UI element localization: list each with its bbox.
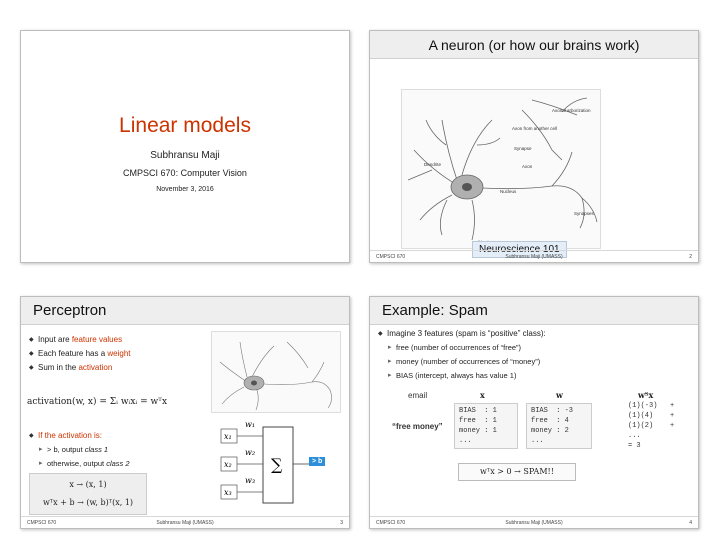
bias-trick-box (29, 473, 147, 515)
activation-equation: activation(w, x) = Σᵢ wᵢxᵢ = wᵀx (27, 397, 168, 407)
footer-course: CMPSCI 670 (376, 520, 406, 526)
plus-signs: + + + (670, 402, 675, 430)
label-nucleus: Nucleus (500, 189, 517, 194)
footer-page-number: 2 (689, 254, 692, 260)
footer-author: Subhransu Maji (UMASS) (505, 254, 563, 260)
label-axon-from-another-cell: Axon from another cell (512, 126, 558, 131)
perceptron-diagram (191, 415, 350, 517)
input-x1: x₁ (224, 432, 232, 441)
free-money-label: “free money” (392, 422, 443, 431)
label-synapses: Synapses (574, 211, 594, 216)
bullet-item: ◆ If the activation is: (29, 429, 130, 443)
weight-w3: w₃ (245, 476, 256, 485)
weight-vector-box: BIAS : -3 free : 4 money : 2 ... (526, 403, 592, 449)
label-dendrite: Dendrite (424, 162, 442, 167)
slide-title (20, 30, 350, 263)
course-name: CMPSCI 670: Computer Vision (123, 168, 247, 178)
sub-bullet-item: ▸ > b, output class 1 (29, 443, 130, 457)
label-axonal-arborization: Axonal arborization (552, 108, 591, 113)
sub-bullet-item: ▸ free (number of occurrences of “free”) (378, 341, 546, 355)
slide-footer (370, 250, 698, 262)
column-x-header: x (480, 390, 485, 400)
column-wtx-header: wᵀx (638, 390, 654, 400)
label-axon: Axon (522, 164, 533, 169)
column-w-header: w (556, 390, 563, 400)
sub-bullet-item: ▸ otherwise, output class 2 (29, 457, 130, 471)
bullet-item: ◆ Sum in the activation (29, 361, 131, 375)
spam-decision-rule: wᵀx > 0 → SPAM!! (458, 463, 576, 481)
footer-author: Subhransu Maji (UMASS) (156, 520, 214, 526)
bias-trick-line-2: wᵀx + b → (w, b)ᵀ(x, 1) (42, 498, 134, 507)
perceptron-bullets (29, 333, 131, 375)
sub-bullet-item: ▸ money (number of occurrences of “money”) (378, 355, 546, 369)
bullet-item: ◆ Input are feature values (29, 333, 131, 347)
bullet-item: ◆ Each feature has a weight (29, 347, 131, 361)
footer-page-number: 4 (689, 520, 692, 526)
author-name: Subhransu Maji (150, 150, 220, 161)
deck-title: Linear models (119, 114, 251, 137)
label-synapse: Synapse (514, 146, 532, 151)
bias-trick-line-1: x → (x, 1) (69, 480, 107, 489)
slide-title-bar: A neuron (or how our brains work) (370, 31, 698, 59)
weight-w1: w₁ (245, 420, 256, 429)
slide-neuron (369, 30, 699, 263)
lecture-date: November 3, 2016 (156, 186, 214, 193)
input-x2: x₂ (224, 460, 232, 469)
footer-course: CMPSCI 670 (27, 520, 57, 526)
dot-product-calculation: (1)(-3) (1)(4) (1)(2) ... = 3 (628, 402, 658, 450)
neuron-illustration (401, 89, 601, 249)
threshold-output: > b (309, 457, 325, 466)
bullet-item: ◆ Imagine 3 features (spam is “positive” class): (378, 327, 546, 341)
footer-author: Subhransu Maji (UMASS) (505, 520, 563, 526)
sub-bullet-item: ▸ BIAS (intercept, always has value 1) (378, 369, 546, 383)
weight-w2: w₂ (245, 448, 256, 457)
slide-footer (21, 516, 349, 528)
slide-perceptron (20, 296, 350, 529)
slide-spam-example (369, 296, 699, 529)
sum-symbol: ∑ (271, 455, 283, 474)
footer-page-number: 3 (340, 520, 343, 526)
slide-footer (370, 516, 698, 528)
email-label: email (408, 391, 428, 400)
neuroscience-tag: Neuroscience 101 (472, 241, 567, 258)
feature-vector-box: BIAS : 1 free : 1 money : 1 ... (454, 403, 518, 449)
activation-rule (29, 429, 130, 471)
slide-title-bar: Example: Spam (370, 297, 698, 325)
input-x3: x₃ (224, 488, 232, 497)
spam-bullets (378, 327, 546, 383)
neuron-thumbnail (211, 331, 341, 413)
footer-course: CMPSCI 670 (376, 254, 406, 260)
slide-title-bar: Perceptron (21, 297, 349, 325)
